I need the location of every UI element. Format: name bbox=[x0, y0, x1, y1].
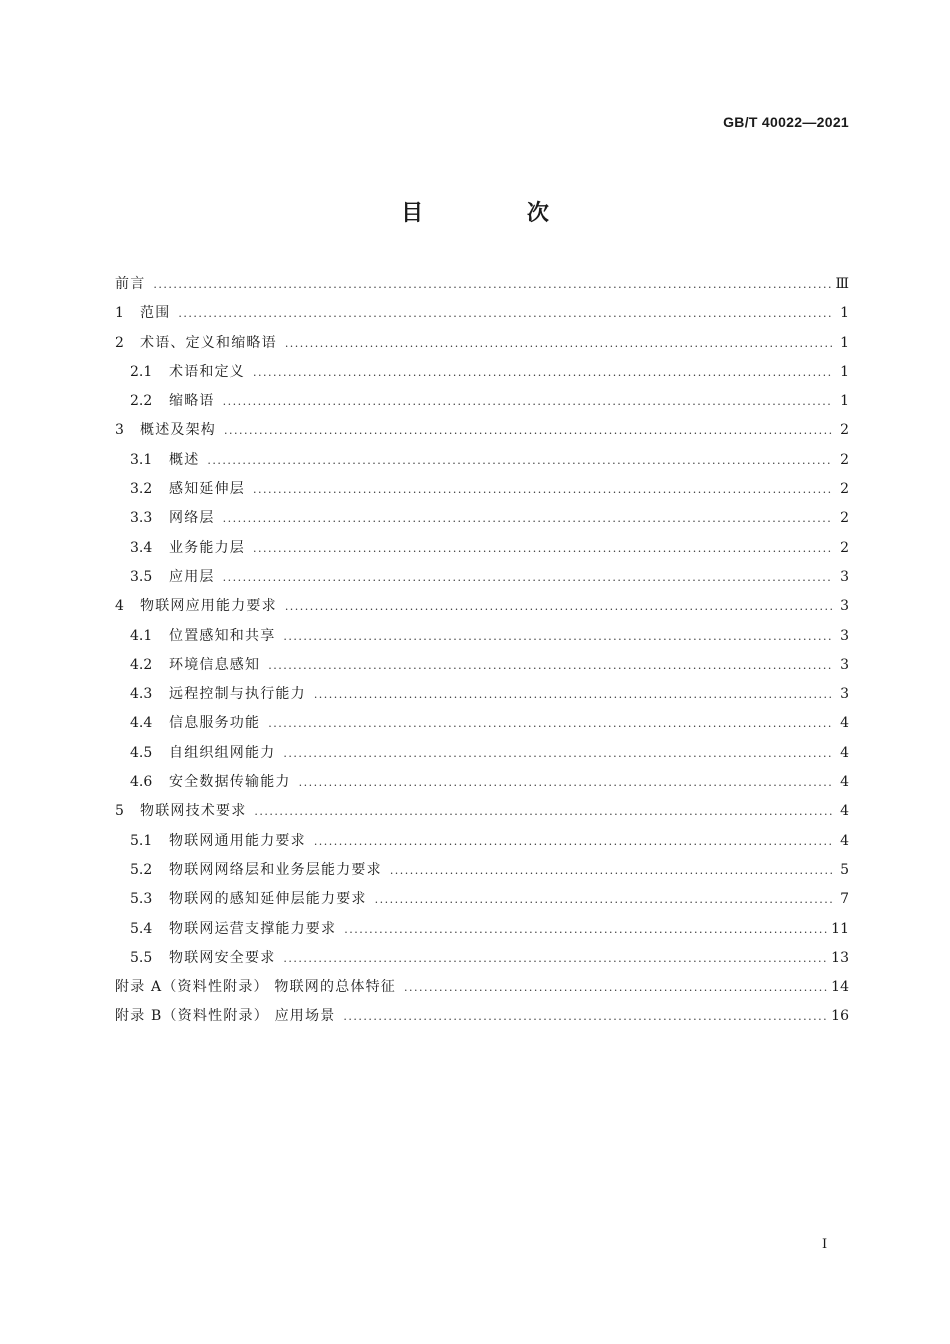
dot-leader bbox=[285, 329, 833, 358]
dot-leader bbox=[285, 592, 833, 621]
toc-entry-title: 应用层 bbox=[169, 568, 215, 585]
toc-entry-title: 物联网通用能力要求 bbox=[169, 832, 306, 849]
toc-entry[interactable] bbox=[115, 534, 849, 563]
toc-entry-number: 3.2 bbox=[130, 481, 153, 498]
toc-entry[interactable] bbox=[115, 475, 849, 504]
toc-entry-title: 物联网运营支撑能力要求 bbox=[169, 920, 337, 937]
dot-leader bbox=[223, 504, 833, 533]
toc-entry-number: 5.5 bbox=[130, 949, 153, 966]
toc-entry[interactable] bbox=[115, 768, 849, 797]
dot-leader bbox=[314, 827, 833, 856]
toc-entry-page: 3 bbox=[840, 686, 849, 703]
toc-entry[interactable] bbox=[115, 709, 849, 738]
toc-entry-page: 1 bbox=[840, 305, 849, 322]
toc-entry[interactable] bbox=[115, 856, 849, 885]
dot-leader bbox=[223, 387, 833, 416]
dot-leader bbox=[283, 739, 833, 768]
toc-entry-page: 2 bbox=[840, 422, 849, 439]
toc-entry-number: 3.1 bbox=[130, 451, 153, 468]
toc-entry-number: 3.3 bbox=[130, 510, 153, 527]
toc-entry[interactable] bbox=[115, 944, 849, 973]
toc-entry-title: 附录 B（资料性附录） 应用场景 bbox=[115, 1008, 336, 1025]
dot-leader bbox=[283, 622, 833, 651]
toc-entry-number: 4.3 bbox=[130, 686, 153, 703]
toc-entry-page: 1 bbox=[840, 334, 849, 351]
toc-entry-number: 5.3 bbox=[130, 891, 153, 908]
toc-entry-number: 3.4 bbox=[130, 539, 153, 556]
toc-entry-page: 14 bbox=[831, 979, 849, 996]
toc-entry-number: 5.2 bbox=[130, 861, 153, 878]
dot-leader bbox=[404, 973, 827, 1002]
dot-leader bbox=[207, 446, 833, 475]
toc-entry[interactable] bbox=[115, 329, 849, 358]
table-of-contents bbox=[115, 270, 849, 1032]
dot-leader bbox=[178, 299, 833, 328]
toc-entry-page: 1 bbox=[840, 363, 849, 380]
toc-entry[interactable] bbox=[115, 504, 849, 533]
page-title: 目 次 bbox=[401, 201, 597, 226]
toc-entry[interactable] bbox=[115, 651, 849, 680]
toc-entry[interactable] bbox=[115, 563, 849, 592]
toc-entry-title: 环境信息感知 bbox=[169, 656, 261, 673]
toc-entry-page: 5 bbox=[840, 861, 849, 878]
toc-entry-page: 4 bbox=[840, 832, 849, 849]
toc-entry-number: 2.2 bbox=[130, 393, 153, 410]
toc-entry[interactable] bbox=[115, 973, 849, 1002]
toc-entry-page: 16 bbox=[831, 1008, 849, 1025]
toc-entry-page: 3 bbox=[840, 568, 849, 585]
toc-entry[interactable] bbox=[115, 270, 849, 299]
dot-leader bbox=[153, 270, 831, 299]
toc-entry[interactable] bbox=[115, 680, 849, 709]
toc-entry-number: 1 bbox=[115, 305, 124, 322]
toc-entry-number: 4.6 bbox=[130, 774, 153, 791]
toc-entry[interactable] bbox=[115, 358, 849, 387]
toc-entry-number: 4.4 bbox=[130, 715, 153, 732]
toc-entry-title: 术语和定义 bbox=[169, 363, 245, 380]
dot-leader bbox=[223, 563, 833, 592]
toc-entry-page: Ⅲ bbox=[835, 276, 849, 292]
toc-entry[interactable] bbox=[115, 885, 849, 914]
toc-entry-title: 范围 bbox=[140, 305, 171, 322]
toc-entry-title: 物联网安全要求 bbox=[169, 949, 276, 966]
toc-entry-number: 4.5 bbox=[130, 744, 153, 761]
toc-entry-title: 术语、定义和缩略语 bbox=[140, 334, 277, 351]
toc-entry[interactable] bbox=[115, 387, 849, 416]
toc-entry-number: 5 bbox=[115, 803, 124, 820]
toc-entry-number: 5.1 bbox=[130, 832, 153, 849]
toc-entry-number: 5.4 bbox=[130, 920, 153, 937]
toc-entry-page: 11 bbox=[831, 920, 849, 937]
toc-entry-title: 物联网网络层和业务层能力要求 bbox=[169, 861, 382, 878]
dot-leader bbox=[299, 768, 833, 797]
toc-entry-page: 2 bbox=[840, 539, 849, 556]
toc-entry-page: 2 bbox=[840, 451, 849, 468]
dot-leader bbox=[314, 680, 833, 709]
dot-leader bbox=[268, 651, 833, 680]
toc-entry-number: 2.1 bbox=[130, 363, 153, 380]
toc-entry-title: 概述及架构 bbox=[140, 422, 216, 439]
standard-code: GB/T 40022—2021 bbox=[723, 114, 849, 130]
toc-entry-page: 4 bbox=[840, 803, 849, 820]
toc-entry[interactable] bbox=[115, 446, 849, 475]
dot-leader bbox=[268, 709, 833, 738]
toc-entry-title: 感知延伸层 bbox=[169, 481, 245, 498]
toc-entry-title: 业务能力层 bbox=[169, 539, 245, 556]
footer-page-number: I bbox=[822, 1237, 828, 1252]
dot-leader bbox=[390, 856, 833, 885]
toc-entry-page: 13 bbox=[831, 949, 849, 966]
toc-entry-title: 远程控制与执行能力 bbox=[169, 686, 306, 703]
toc-entry-page: 2 bbox=[840, 510, 849, 527]
toc-entry-page: 3 bbox=[840, 656, 849, 673]
toc-entry-number: 4.2 bbox=[130, 656, 153, 673]
toc-entry[interactable] bbox=[115, 1002, 849, 1031]
toc-entry-number: 4 bbox=[115, 598, 124, 615]
toc-entry-title: 安全数据传输能力 bbox=[169, 774, 291, 791]
toc-entry-title: 信息服务功能 bbox=[169, 715, 261, 732]
toc-entry[interactable] bbox=[115, 622, 849, 651]
dot-leader bbox=[253, 358, 833, 387]
toc-entry[interactable] bbox=[115, 299, 849, 328]
dot-leader bbox=[224, 416, 833, 445]
toc-entry-title: 概述 bbox=[169, 451, 200, 468]
toc-entry-page: 2 bbox=[840, 481, 849, 498]
toc-entry-title: 物联网技术要求 bbox=[140, 803, 247, 820]
toc-entry[interactable] bbox=[115, 827, 849, 856]
toc-entry-title: 前言 bbox=[115, 276, 146, 292]
toc-entry-page: 4 bbox=[840, 715, 849, 732]
toc-entry[interactable] bbox=[115, 592, 849, 621]
toc-entry-page: 4 bbox=[840, 774, 849, 791]
toc-entry-title: 网络层 bbox=[169, 510, 215, 527]
toc-entry-page: 3 bbox=[840, 598, 849, 615]
toc-entry-page: 4 bbox=[840, 744, 849, 761]
toc-entry-number: 3 bbox=[115, 422, 124, 439]
toc-entry-number: 2 bbox=[115, 334, 124, 351]
dot-leader bbox=[375, 885, 833, 914]
toc-entry[interactable] bbox=[115, 797, 849, 826]
toc-entry-title: 位置感知和共享 bbox=[169, 627, 276, 644]
toc-entry[interactable] bbox=[115, 739, 849, 768]
toc-entry-title: 缩略语 bbox=[169, 393, 215, 410]
dot-leader bbox=[253, 475, 833, 504]
toc-entry-page: 3 bbox=[840, 627, 849, 644]
toc-entry-title: 物联网应用能力要求 bbox=[140, 598, 277, 615]
toc-entry-title: 自组织组网能力 bbox=[169, 744, 276, 761]
dot-leader bbox=[344, 915, 827, 944]
toc-entry-page: 1 bbox=[840, 393, 849, 410]
toc-entry[interactable] bbox=[115, 915, 849, 944]
toc-entry-number: 3.5 bbox=[130, 568, 153, 585]
toc-entry-title: 附录 A（资料性附录） 物联网的总体特征 bbox=[115, 979, 397, 996]
toc-entry[interactable] bbox=[115, 416, 849, 445]
dot-leader bbox=[283, 944, 827, 973]
dot-leader bbox=[253, 534, 833, 563]
dot-leader bbox=[343, 1002, 827, 1031]
dot-leader bbox=[254, 797, 833, 826]
toc-entry-page: 7 bbox=[840, 891, 849, 908]
toc-entry-number: 4.1 bbox=[130, 627, 153, 644]
toc-entry-title: 物联网的感知延伸层能力要求 bbox=[169, 891, 367, 908]
